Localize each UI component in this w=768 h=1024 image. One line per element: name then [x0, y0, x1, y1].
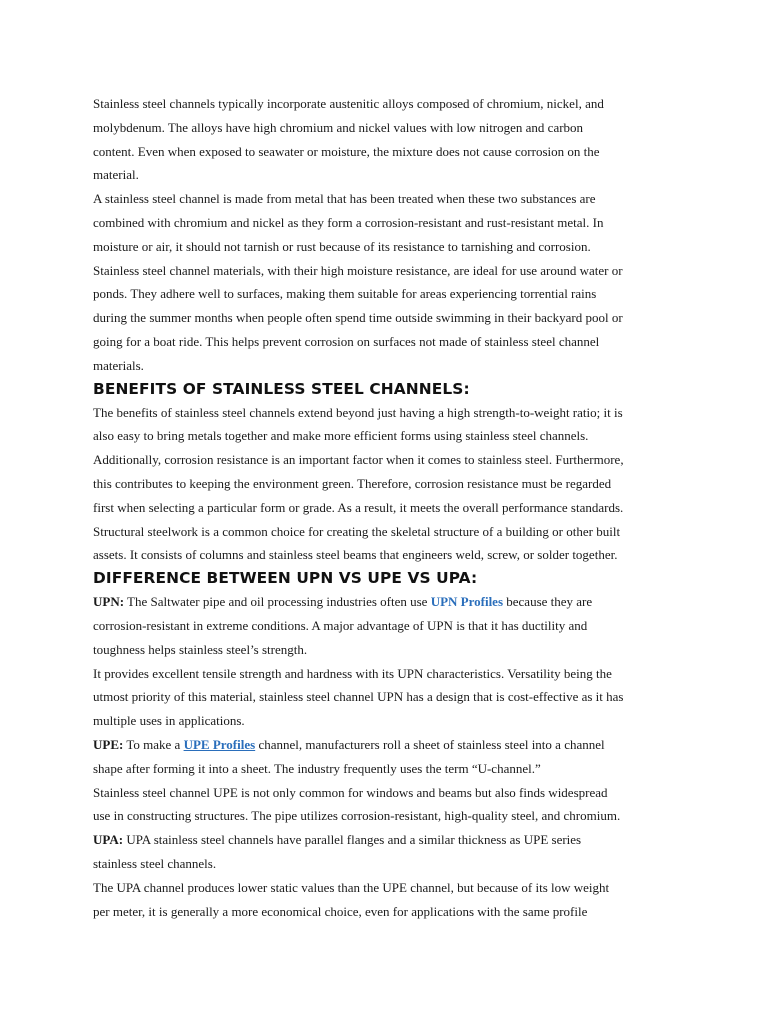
text-line: assets. It consists of columns and stainless steel beams that engineers weld, screw, or solder together.	[93, 547, 618, 563]
text-line: Structural steelwork is a common choice for creating the skeletal structure of a building or other built	[93, 523, 621, 539]
text-line: during the summer months when people often spend time outside swimming in their backyard pool or	[93, 310, 623, 326]
text-line	[93, 590, 675, 614]
text-line: also easy to bring metals together and make more efficient forms using stainless steel channels.	[93, 428, 589, 444]
upe-paragraph	[93, 733, 675, 781]
upe-text-before-link: To make a	[123, 736, 184, 752]
intro-paragraph-3	[93, 259, 675, 378]
text-line: utmost priority of this material, stainless steel channel UPN has a design that is cost-effective as it has	[93, 689, 624, 705]
text-line: stainless steel channels.	[93, 855, 217, 871]
text-line: Stainless steel channel UPE is not only common for windows and beams but also finds widespread	[93, 784, 608, 800]
text-line: combined with chromium and nickel as they form a corrosion-resistant and rust-resistant metal. In	[93, 214, 604, 230]
text-line: this contributes to keeping the environment green. Therefore, corrosion resistance must be regarded	[93, 475, 612, 491]
text-line: first when selecting a particular form or grade. As a result, it meets the overall performance standards.	[93, 499, 624, 515]
upe-profiles-link[interactable]: UPE Profiles	[183, 736, 256, 752]
upa-paragraph	[93, 828, 675, 876]
upn-text-after-link: because they are	[503, 594, 593, 610]
text-line: corrosion-resistant in extreme conditions. A major advantage of UPN is that it has ductility and	[93, 617, 588, 633]
upe-text-after-link: channel, manufacturers roll a sheet of stainless steel into a channel	[255, 736, 605, 752]
upn-profiles-link[interactable]: UPN Profiles	[430, 594, 504, 610]
upn-paragraph	[93, 590, 675, 661]
upn-text-before-link: The Saltwater pipe and oil processing industries often use	[124, 594, 431, 610]
text-line: Additionally, corrosion resistance is an important factor when it comes to stainless steel. Furthermore,	[93, 452, 624, 468]
upe-label: UPE:	[93, 736, 124, 752]
text-line: per meter, it is generally a more economical choice, even for applications with the same profile	[93, 903, 588, 919]
text-line: The benefits of stainless steel channels extend beyond just having a high strength-to-weight ratio; it is	[93, 404, 623, 420]
text-line: Stainless steel channel materials, with their high moisture resistance, are ideal for use around water or	[93, 262, 623, 278]
benefits-paragraph-1	[93, 401, 675, 520]
text-line	[93, 828, 675, 852]
text-line: The UPA channel produces lower static values than the UPE channel, but because of its low weight	[93, 879, 610, 895]
upa-paragraph-2	[93, 876, 675, 924]
upa-text: UPA stainless steel channels have parallel flanges and a similar thickness as UPE series	[123, 832, 582, 848]
document-page	[93, 92, 675, 923]
upn-paragraph-2	[93, 662, 675, 733]
text-line: multiple uses in applications.	[93, 713, 245, 729]
upa-label: UPA:	[93, 832, 124, 848]
text-line: toughness helps stainless steel’s strength.	[93, 641, 308, 657]
difference-heading: DIFFERENCE BETWEEN UPN VS UPE VS UPA:	[93, 569, 478, 588]
benefits-heading: BENEFITS OF STAINLESS STEEL CHANNELS:	[93, 379, 470, 398]
text-line: content. Even when exposed to seawater or moisture, the mixture does not cause corrosion on the	[93, 143, 600, 159]
text-line	[93, 733, 675, 757]
text-line: moisture or air, it should not tarnish or rust because of its resistance to tarnishing and corrosion.	[93, 238, 591, 254]
intro-paragraph-2	[93, 187, 675, 258]
text-line: going for a boat ride. This helps prevent corrosion on surfaces not made of stainless steel channel	[93, 333, 600, 349]
text-line: material.	[93, 167, 139, 183]
text-line: It provides excellent tensile strength and hardness with its UPN characteristics. Versatility being the	[93, 665, 612, 681]
text-line: shape after forming it into a sheet. The industry frequently uses the term “U-channel.”	[93, 760, 541, 776]
text-line: materials.	[93, 357, 144, 373]
upn-label: UPN:	[93, 594, 125, 610]
text-line: use in constructing structures. The pipe utilizes corrosion-resistant, high-quality steel, and chromium.	[93, 808, 621, 824]
text-line: A stainless steel channel is made from metal that has been treated when these two substances are	[93, 191, 596, 207]
text-line: ponds. They adhere well to surfaces, making them suitable for areas experiencing torrential rains	[93, 286, 597, 302]
text-line: molybdenum. The alloys have high chromium and nickel values with low nitrogen and carbon	[93, 119, 584, 135]
benefits-paragraph-2	[93, 520, 675, 568]
upe-paragraph-2	[93, 781, 675, 829]
intro-paragraph-1	[93, 92, 675, 187]
text-line: Stainless steel channels typically incorporate austenitic alloys composed of chromium, nickel, and	[93, 96, 604, 111]
